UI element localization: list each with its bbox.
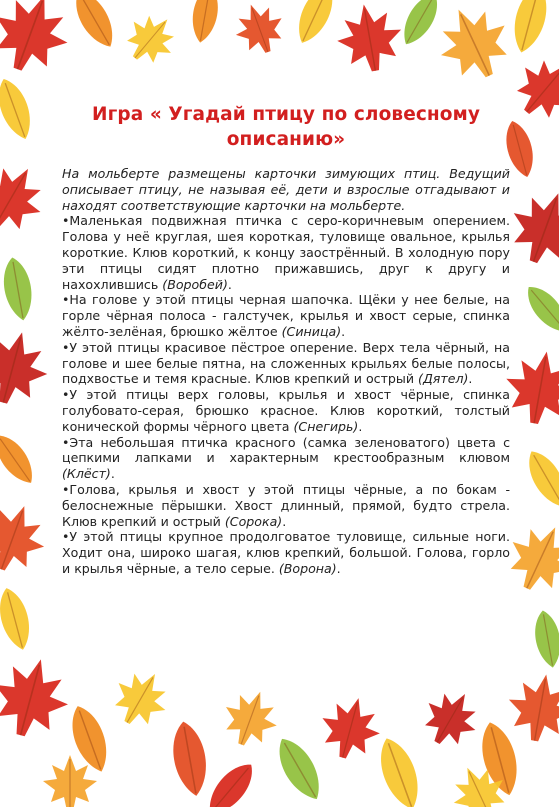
maple-leaf-icon	[504, 46, 559, 131]
riddle-answer: (Воробей)	[162, 276, 228, 292]
riddle-item: •Голова, крылья и хвост у этой птицы чёрные, а по бокам - белоснежные пёрышки. Хвост длинный, прямой, будто стрела. Клюв крепкий и острый (Сорока).	[62, 481, 510, 529]
intro-paragraph: На мольберте размещены карточки зимующих птиц. Ведущий описывает птицу, не называя её, дети и взрослые отгадывают и находят соответствующие карточки на мольберте.	[62, 166, 510, 213]
riddle-answer: (Дятел)	[418, 371, 469, 387]
riddle-item: •У этой птицы крупное продолговатое туловище, сильные ноги. Ходит она, широко шагая, клюв крепкий, большой. Голова, горло и крылья чёрные, а тело серые. (Ворона).	[62, 529, 510, 576]
maple-leaf-icon	[0, 650, 77, 745]
riddle-list	[62, 213, 510, 576]
oval-leaf-icon	[520, 279, 559, 339]
riddle-answer: (Синица)	[281, 323, 342, 339]
page-title: Игра « Угадай птицу по словесному описанию»	[92, 104, 480, 150]
maple-leaf-icon	[228, 0, 291, 60]
oval-leaf-icon	[67, 0, 122, 53]
riddle-answer: (Ворона)	[278, 560, 337, 576]
oval-leaf-icon	[531, 608, 559, 669]
oval-leaf-icon	[507, 0, 553, 56]
oval-leaf-icon	[0, 585, 36, 653]
oval-leaf-icon	[520, 445, 559, 513]
maple-leaf-icon	[0, 495, 55, 580]
oval-leaf-icon	[0, 429, 41, 490]
maple-leaf-icon	[503, 669, 559, 746]
riddle-answer: (Снегирь)	[293, 418, 359, 434]
riddle-item: •У этой птицы красивое пёстрое оперение. Верх тела чёрный, на голове и шее белые пятна, на сложенных крыльях белые полосы, подхвостье и темя красные. Клюв крепкий и острый (Дятел).	[62, 339, 510, 387]
riddle-item: •Маленькая подвижная птичка с серо-коричневым оперением. Голова у неё круглая, шея короткая, туловище овальное, крылья короткие. Клюв короткий, к концу заострённый. В холодную пору эти птицы сидят плотно прижавшись, друг к другу и нахохлившись (Воробей).	[62, 213, 510, 292]
riddle-item: •На голове у этой птицы черная шапочка. Щёки у нее белые, на горле чёрная полоса - галстучек, крылья и хвост серые, спинка жёлто-зелёная, брюшко жёлтое (Синица).	[62, 292, 510, 339]
oval-leaf-icon	[188, 0, 222, 45]
maple-leaf-icon	[0, 153, 56, 244]
document-body	[62, 102, 510, 577]
riddle-item: •У этой птицы верх головы, крылья и хвост чёрные, спинка голубовато-серая, брюшко красное. Клюв короткий, толстый конической формы чёрного цвета (Снегирь).	[62, 387, 510, 434]
maple-leaf-icon	[0, 0, 80, 82]
oval-leaf-icon	[200, 756, 261, 807]
riddle-answer: (Сорока)	[224, 513, 283, 529]
riddle-item: •Эта небольшая птичка красного (самка зеленоватого) цвета с цепкими лапками и характерным крестообразным клювом (Клёст).	[62, 434, 510, 482]
maple-leaf-icon	[427, 0, 521, 90]
maple-leaf-icon	[0, 323, 56, 411]
riddle-answer: (Клёст)	[62, 466, 111, 482]
oval-leaf-icon	[396, 0, 446, 50]
oval-leaf-icon	[290, 0, 341, 48]
oval-leaf-icon	[372, 733, 427, 807]
